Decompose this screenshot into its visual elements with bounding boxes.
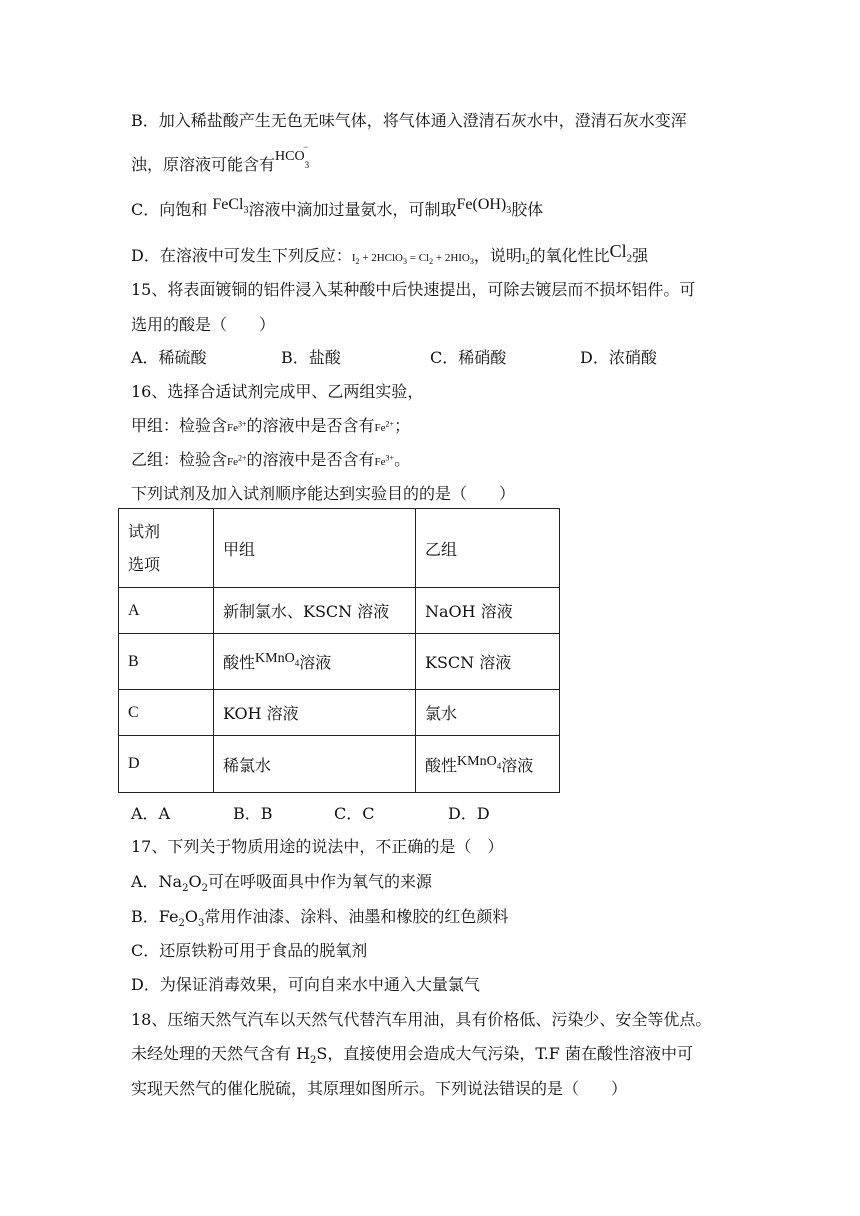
q16-stem: 16、选择合适试剂完成甲、乙两组实验， (131, 382, 424, 401)
q17-stem: 17、下列关于物质用途的说法中，不正确的是（ ） (131, 837, 504, 856)
ferric-chloride-formula: FeCl$_3$ (212, 196, 249, 217)
q15-option-c: C．稀硝酸 (430, 348, 507, 367)
fe3-ion: $Fe^{3+}$ (374, 453, 395, 468)
permanganate-formula: KMnO$_4$ (457, 753, 502, 771)
q16-answer-c: C．C (334, 804, 375, 823)
q16-question: 下列试剂及加入试剂顺序能达到实验目的的是（ ） (131, 484, 516, 503)
q16-yi-group: 乙组：检验含$Fe^{2+}$的溶液中是否含有$Fe^{3+}$。 (131, 450, 411, 469)
row-option: B (119, 634, 214, 690)
q15-option-d: D．浓硝酸 (580, 348, 657, 367)
fe2-ion: $Fe^{2+}$ (374, 419, 395, 434)
q18-line2: 未经处理的天然气含有 $H_2S$，直接使用会造成大气污染，T.F 菌在酸性溶液中可 (131, 1044, 693, 1067)
q17-option-a: A．$Na_2O_2$可在呼吸面具中作为氧气的来源 (131, 872, 432, 895)
fe2-ion: $Fe^{2+}$ (227, 453, 247, 468)
row-jia: 稀氯水 (214, 736, 416, 793)
q15-option-b: B．盐酸 (281, 348, 341, 367)
q14-option-d: D．在溶液中可发生下列反应：$I_2$ + 2HClO$_3$ = $Cl_2 + 2HIO_3$，说明$I_2$的氧化性比$Cl_2$强 (131, 241, 649, 267)
header-reagent-option: 试剂 选项 (119, 509, 214, 588)
header-jia: 甲组 (214, 509, 416, 588)
reagent-table (118, 508, 560, 793)
row-option: D (119, 736, 214, 793)
table-row (119, 588, 560, 634)
reaction-equation: $I_2$ + 2HClO$_3$ = $Cl_2 + 2HIO_3$ (351, 252, 474, 267)
q17-option-b: B．$Fe_2O_3$常用作油漆、涂料、油墨和橡胶的红色颜料 (131, 907, 509, 930)
bicarbonate-ion-formula: $HCO_3^-$ (275, 142, 310, 170)
chlorine-formula: $Cl_2$ (609, 241, 633, 265)
q14-option-c: C．向饱和 FeCl$_3$溶液中滴加过量氨水，可制取$Fe(OH)_3$胶体 (131, 196, 544, 219)
q18-line3: 实现天然气的催化脱硫，其原理如图所示。下列说法错误的是（ ） (131, 1079, 628, 1098)
q14-option-b-line2: 浊，原溶液可能含有$HCO_3^-$ (131, 142, 310, 174)
q17-option-d: D．为保证消毒效果，可向自来水中通入大量氯气 (131, 975, 480, 994)
table-row (119, 634, 560, 690)
q16-jia-group: 甲组：检验含$Fe^{3+}$的溶液中是否含有$Fe^{2+}$； (131, 416, 411, 435)
row-yi: 氯水 (416, 690, 560, 736)
ferric-hydroxide-formula: $Fe(OH)_3$ (456, 196, 512, 217)
row-yi: 酸性KMnO$_4$溶液 (416, 736, 560, 793)
q15-stem-line2: 选用的酸是（ ） (131, 315, 276, 334)
q16-answer-d: D．D (448, 804, 490, 823)
q15-option-a: A．稀硫酸 (131, 348, 207, 367)
permanganate-formula: KMnO$_4$ (255, 651, 300, 668)
q17-option-c: C．还原铁粉可用于食品的脱氧剂 (131, 941, 368, 960)
fe3-ion: $Fe^{3+}$ (227, 419, 247, 434)
row-jia: KOH 溶液 (214, 690, 416, 736)
table-header-row (119, 509, 560, 588)
header-yi: 乙组 (416, 509, 560, 588)
iodine-formula: $I_2$ (521, 252, 530, 267)
row-jia: 酸性KMnO$_4$溶液 (214, 634, 416, 690)
row-yi: NaOH 溶液 (416, 588, 560, 634)
row-yi: KSCN 溶液 (416, 634, 560, 690)
q18-line1: 18、压缩天然气汽车以天然气代替汽车用油，具有价格低、污染少、安全等优点。 (131, 1010, 712, 1029)
q16-answer-a: A．A (131, 804, 171, 823)
row-jia: 新制氯水、KSCN 溶液 (214, 588, 416, 634)
table-row (119, 736, 560, 793)
q15-stem-line1: 15、将表面镀铜的铝件浸入某种酸中后快速提出，可除去镀层而不损坏铝件。可 (131, 280, 696, 299)
row-option: C (119, 690, 214, 736)
table-row (119, 690, 560, 736)
q16-answer-b: B．B (233, 804, 273, 823)
row-option: A (119, 588, 214, 634)
q14-option-b-line1: B．加入稀盐酸产生无色无味气体，将气体通入澄清石灰水中，澄清石灰水变浑 (131, 111, 687, 130)
